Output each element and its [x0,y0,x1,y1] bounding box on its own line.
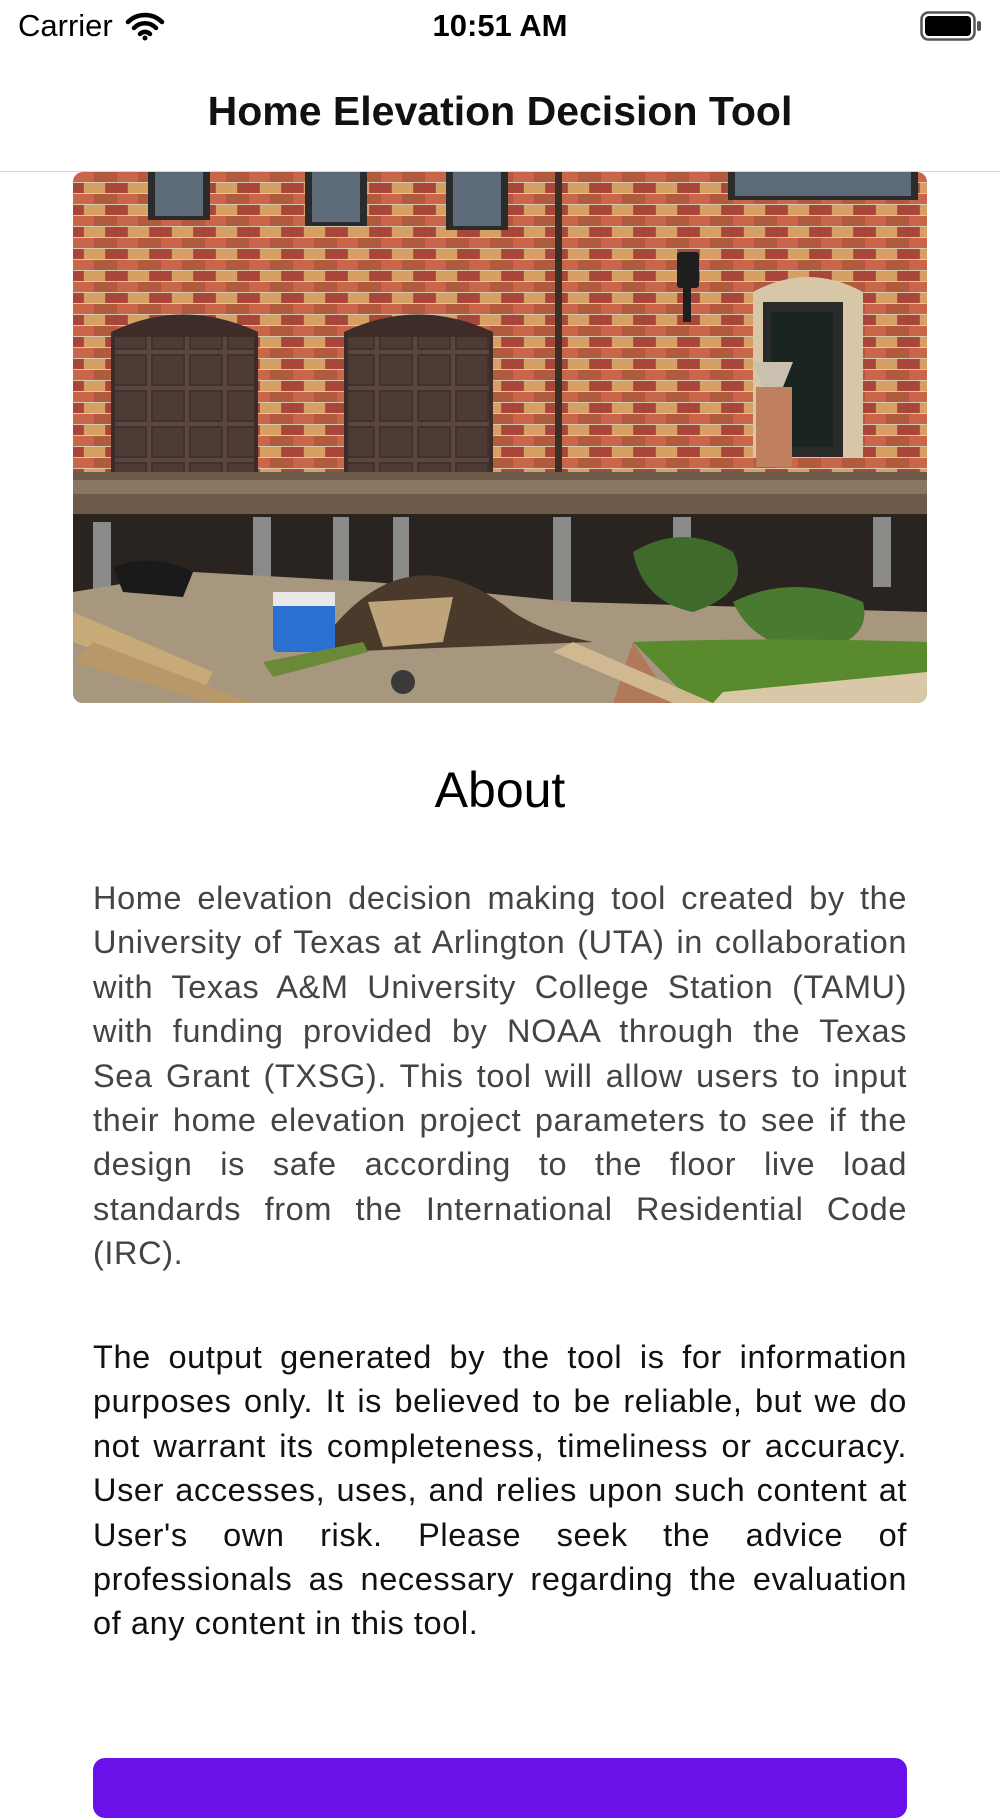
about-heading: About [434,762,566,818]
status-time: 10:51 AM [432,8,568,43]
continue-button[interactable] [93,1758,907,1818]
house-elevation-photo [73,172,927,703]
about-description: Home elevation decision making tool created by the University of Texas at Arlington (UTA) in collaboration with Texas A&M University College Station (TAMU) with funding provided by NOAA through the Texas Sea Grant (TXSG). This tool will allow users to input their home elevation project parameters to see if the design is safe according to the floor live load standards from the International Residential Code (IRC). [93,880,907,1272]
page-title: Home Elevation Decision Tool [207,88,793,134]
disclaimer-text: The output generated by the tool is for information purposes only. It is believed to be reliable, but we do not warrant its completeness, timeliness or accuracy. User accesses, uses, and relies upon such content at User's own risk. Please seek the advice of professionals as necessary regarding the evaluation of any content in this tool. [93,1339,907,1642]
navigation-bar [0,54,1000,172]
carrier-label: Carrier [18,8,113,43]
hero-image [73,172,927,703]
battery-icon [920,11,982,41]
status-bar [0,0,1000,54]
